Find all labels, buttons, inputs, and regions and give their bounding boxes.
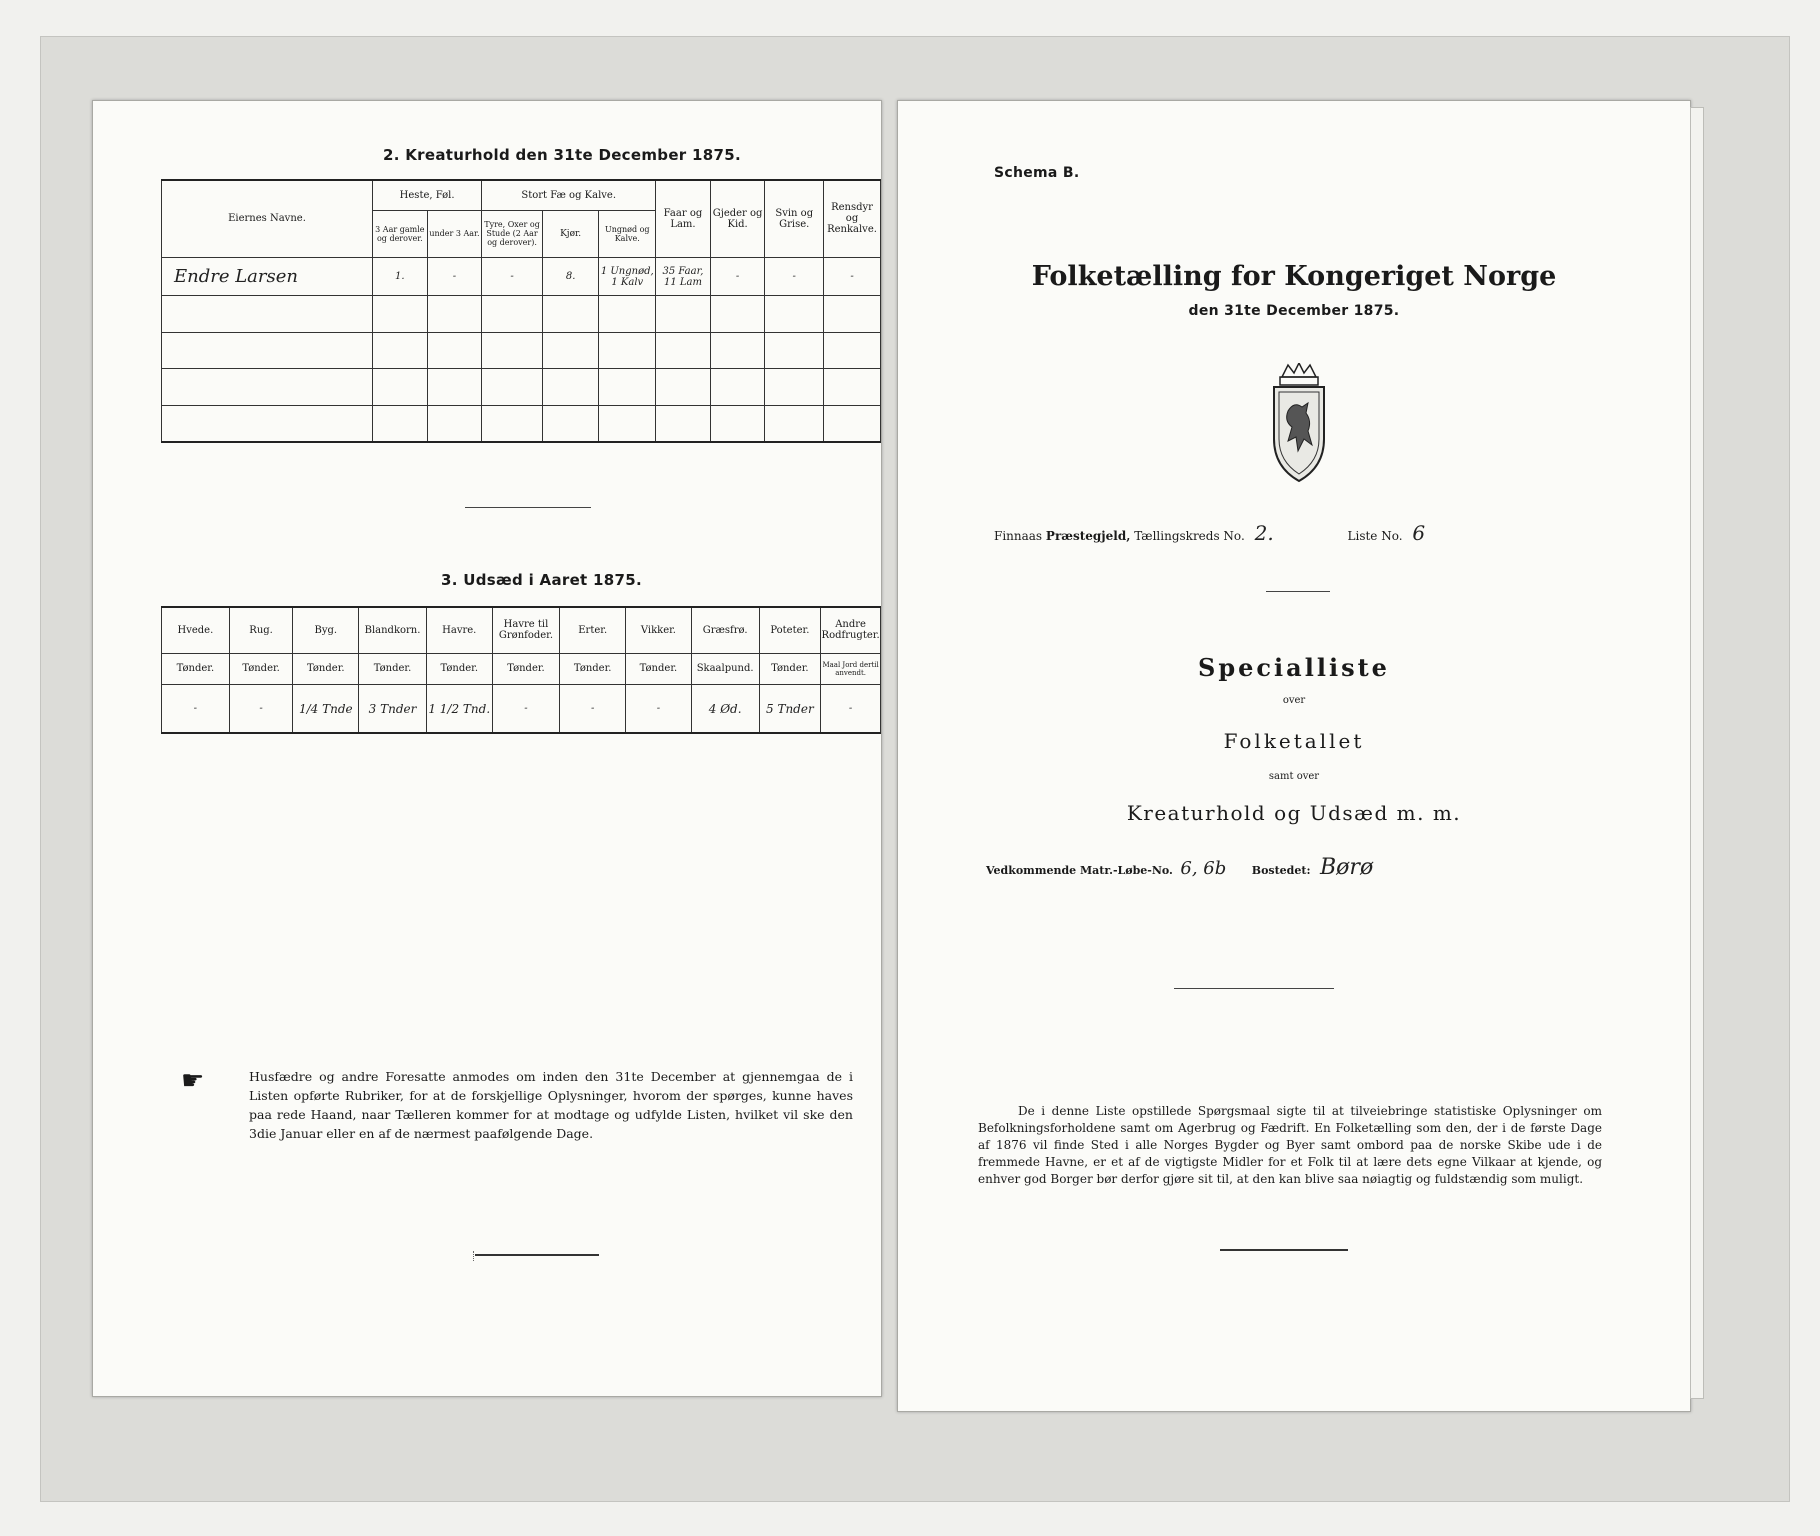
section3-title: 3. Udsæd i Aaret 1875. [441,571,642,589]
main-title: Folketælling for Kongeriget Norge [1031,261,1557,292]
sow-unit-2: Tønder. [293,653,359,685]
svin-value: - [765,257,824,296]
rensdyr-header: Rensdyr og Renkalve. [824,180,881,257]
faar-header: Faar og Lam. [656,180,711,257]
sow-value-2: 1/4 Tnde [293,685,359,733]
matr-number: 6, 6b [1180,858,1227,879]
heste-young-header: under 3 Aar. [427,210,482,257]
dot-mark [473,1251,476,1261]
sow-value-1: - [229,685,293,733]
district-number: 2. [1254,521,1274,545]
district-label: Tællingskreds No. [1134,529,1245,543]
sow-header-3: Blandkorn. [359,607,427,653]
sow-value-9: 5 Tnder [759,685,821,733]
notice-text: Husfædre og andre Foresatte anmodes om inden den 31te December at gjennemgaa de i Listen opførte Rubriker, for at de forskjellige Oplysninger, hvorom der spørges, kunne haves paa rede Haand, naar Tælleren kommer for at modtage og udfylde Listen, hvilket vil ske den 3die Januar eller en af de nærmest paafølgende Dage. [249,1069,853,1141]
vedkommende-line [986,855,1373,880]
sow-unit-4: Tønder. [426,653,492,685]
svin-header: Svin og Grise. [765,180,824,257]
sow-header-5: Havre til Grønfoder. [492,607,560,653]
sow-header-1: Rug. [229,607,293,653]
sow-header-2: Byg. [293,607,359,653]
sow-unit-1: Tønder. [229,653,293,685]
footer-text: De i denne Liste opstillede Spørgsmaal sigte til at tilveiebringe statistiske Oplysninger om Befolkningsforholdene samt om Agerbrug og Fædrift. En Folketælling som den, der i de første Dage af 1876 vil finde Sted i alle Norges Bygder og Byer samt ombord paa de norske Skibe ude i de fremmede Havne, er et af de vigtigste Midler for et Folk til at lære dets egne Vilkaar at kjende, og enhver god Borger bør derfor gjøre sit til, at den kan blive saa nøiagtig og fuldstændig som muligt. [978,1104,1602,1186]
divider-5 [1220,1249,1348,1251]
ungnod-header: Ungnød og Kalve. [599,210,656,257]
sow-value-0: - [162,685,230,733]
parish-name: Finnaas [994,529,1043,543]
vedkommende-label: Vedkommende Matr.-Løbe-No. [986,864,1173,877]
faar-value: 35 Faar, 11 Lam [656,257,711,296]
divider-3 [1266,591,1330,592]
sow-unit-8: Skaalpund. [691,653,759,685]
divider-2 [475,1254,599,1256]
specialliste-title: Specialliste [1198,653,1390,682]
sow-value-4: 1 1/2 Tnd. [426,685,492,733]
over-label: over [1282,695,1306,706]
bostedet-value: Børø [1320,855,1374,880]
kjor-header: Kjør. [542,210,598,257]
livestock-table [161,179,881,443]
sow-unit-9: Tønder. [759,653,821,685]
sow-header-10: Andre Rodfrugter. [821,607,881,653]
sow-header-8: Græsfrø. [691,607,759,653]
pointing-hand-icon: ☛ [181,1066,205,1096]
list-number: 6 [1412,521,1426,545]
location-line [994,521,1425,545]
bostedet-label: Bostedet: [1251,864,1311,877]
samt-label: samt over [1268,771,1320,782]
sow-header-6: Erter. [560,607,626,653]
gjeder-value: - [710,257,765,296]
divider-1 [465,507,591,508]
ungnod-value: 1 Ungnød, 1 Kalv [599,257,656,296]
parish-label: Præstegjeld, [1045,529,1131,543]
sow-value-10: - [821,685,881,733]
kjor-value: 8. [542,257,598,296]
sow-unit-6: Tønder. [560,653,626,685]
heste-old-value: 1. [372,257,427,296]
sow-unit-5: Tønder. [492,653,560,685]
sow-unit-3: Tønder. [359,653,427,685]
sow-header-9: Poteter. [759,607,821,653]
right-page [897,100,1691,1412]
kreatur-title: Kreaturhold og Udsæd m. m. [1126,801,1462,825]
gjeder-header: Gjeder og Kid. [710,180,765,257]
sowing-table [161,606,881,734]
sow-value-7: - [626,685,692,733]
sow-header-7: Vikker. [626,607,692,653]
divider-4 [1174,988,1334,989]
heste-header: Heste, Føl. [372,180,481,210]
coat-of-arms-icon [1268,363,1330,485]
section2-title: 2. Kreaturhold den 31te December 1875. [383,146,741,164]
stort-header: Stort Fæ og Kalve. [482,180,656,210]
sow-value-8: 4 Ød. [691,685,759,733]
sow-unit-7: Tønder. [626,653,692,685]
sow-header-0: Hvede. [162,607,230,653]
sow-value-6: - [560,685,626,733]
sow-unit-10: Maal Jord dertil anvendt. [821,653,881,685]
list-label: Liste No. [1347,529,1403,543]
title-date: den 31te December 1875. [1188,303,1400,319]
sow-value-3: 3 Tnder [359,685,427,733]
folketallet-title: Folketallet [1223,729,1365,753]
heste-young-value: - [427,257,482,296]
heste-old-header: 3 Aar gamle og derover. [372,210,427,257]
schema-label: Schema B. [994,165,1080,181]
sow-value-5: - [492,685,560,733]
owner-header: Eiernes Navne. [162,180,373,257]
left-page [92,100,882,1397]
rensdyr-value: - [824,257,881,296]
tyre-value: - [482,257,543,296]
sow-header-4: Havre. [426,607,492,653]
tyre-header: Tyre, Oxer og Stude (2 Aar og derover). [482,210,543,257]
owner-name: Endre Larsen [162,257,373,296]
sow-unit-0: Tønder. [162,653,230,685]
